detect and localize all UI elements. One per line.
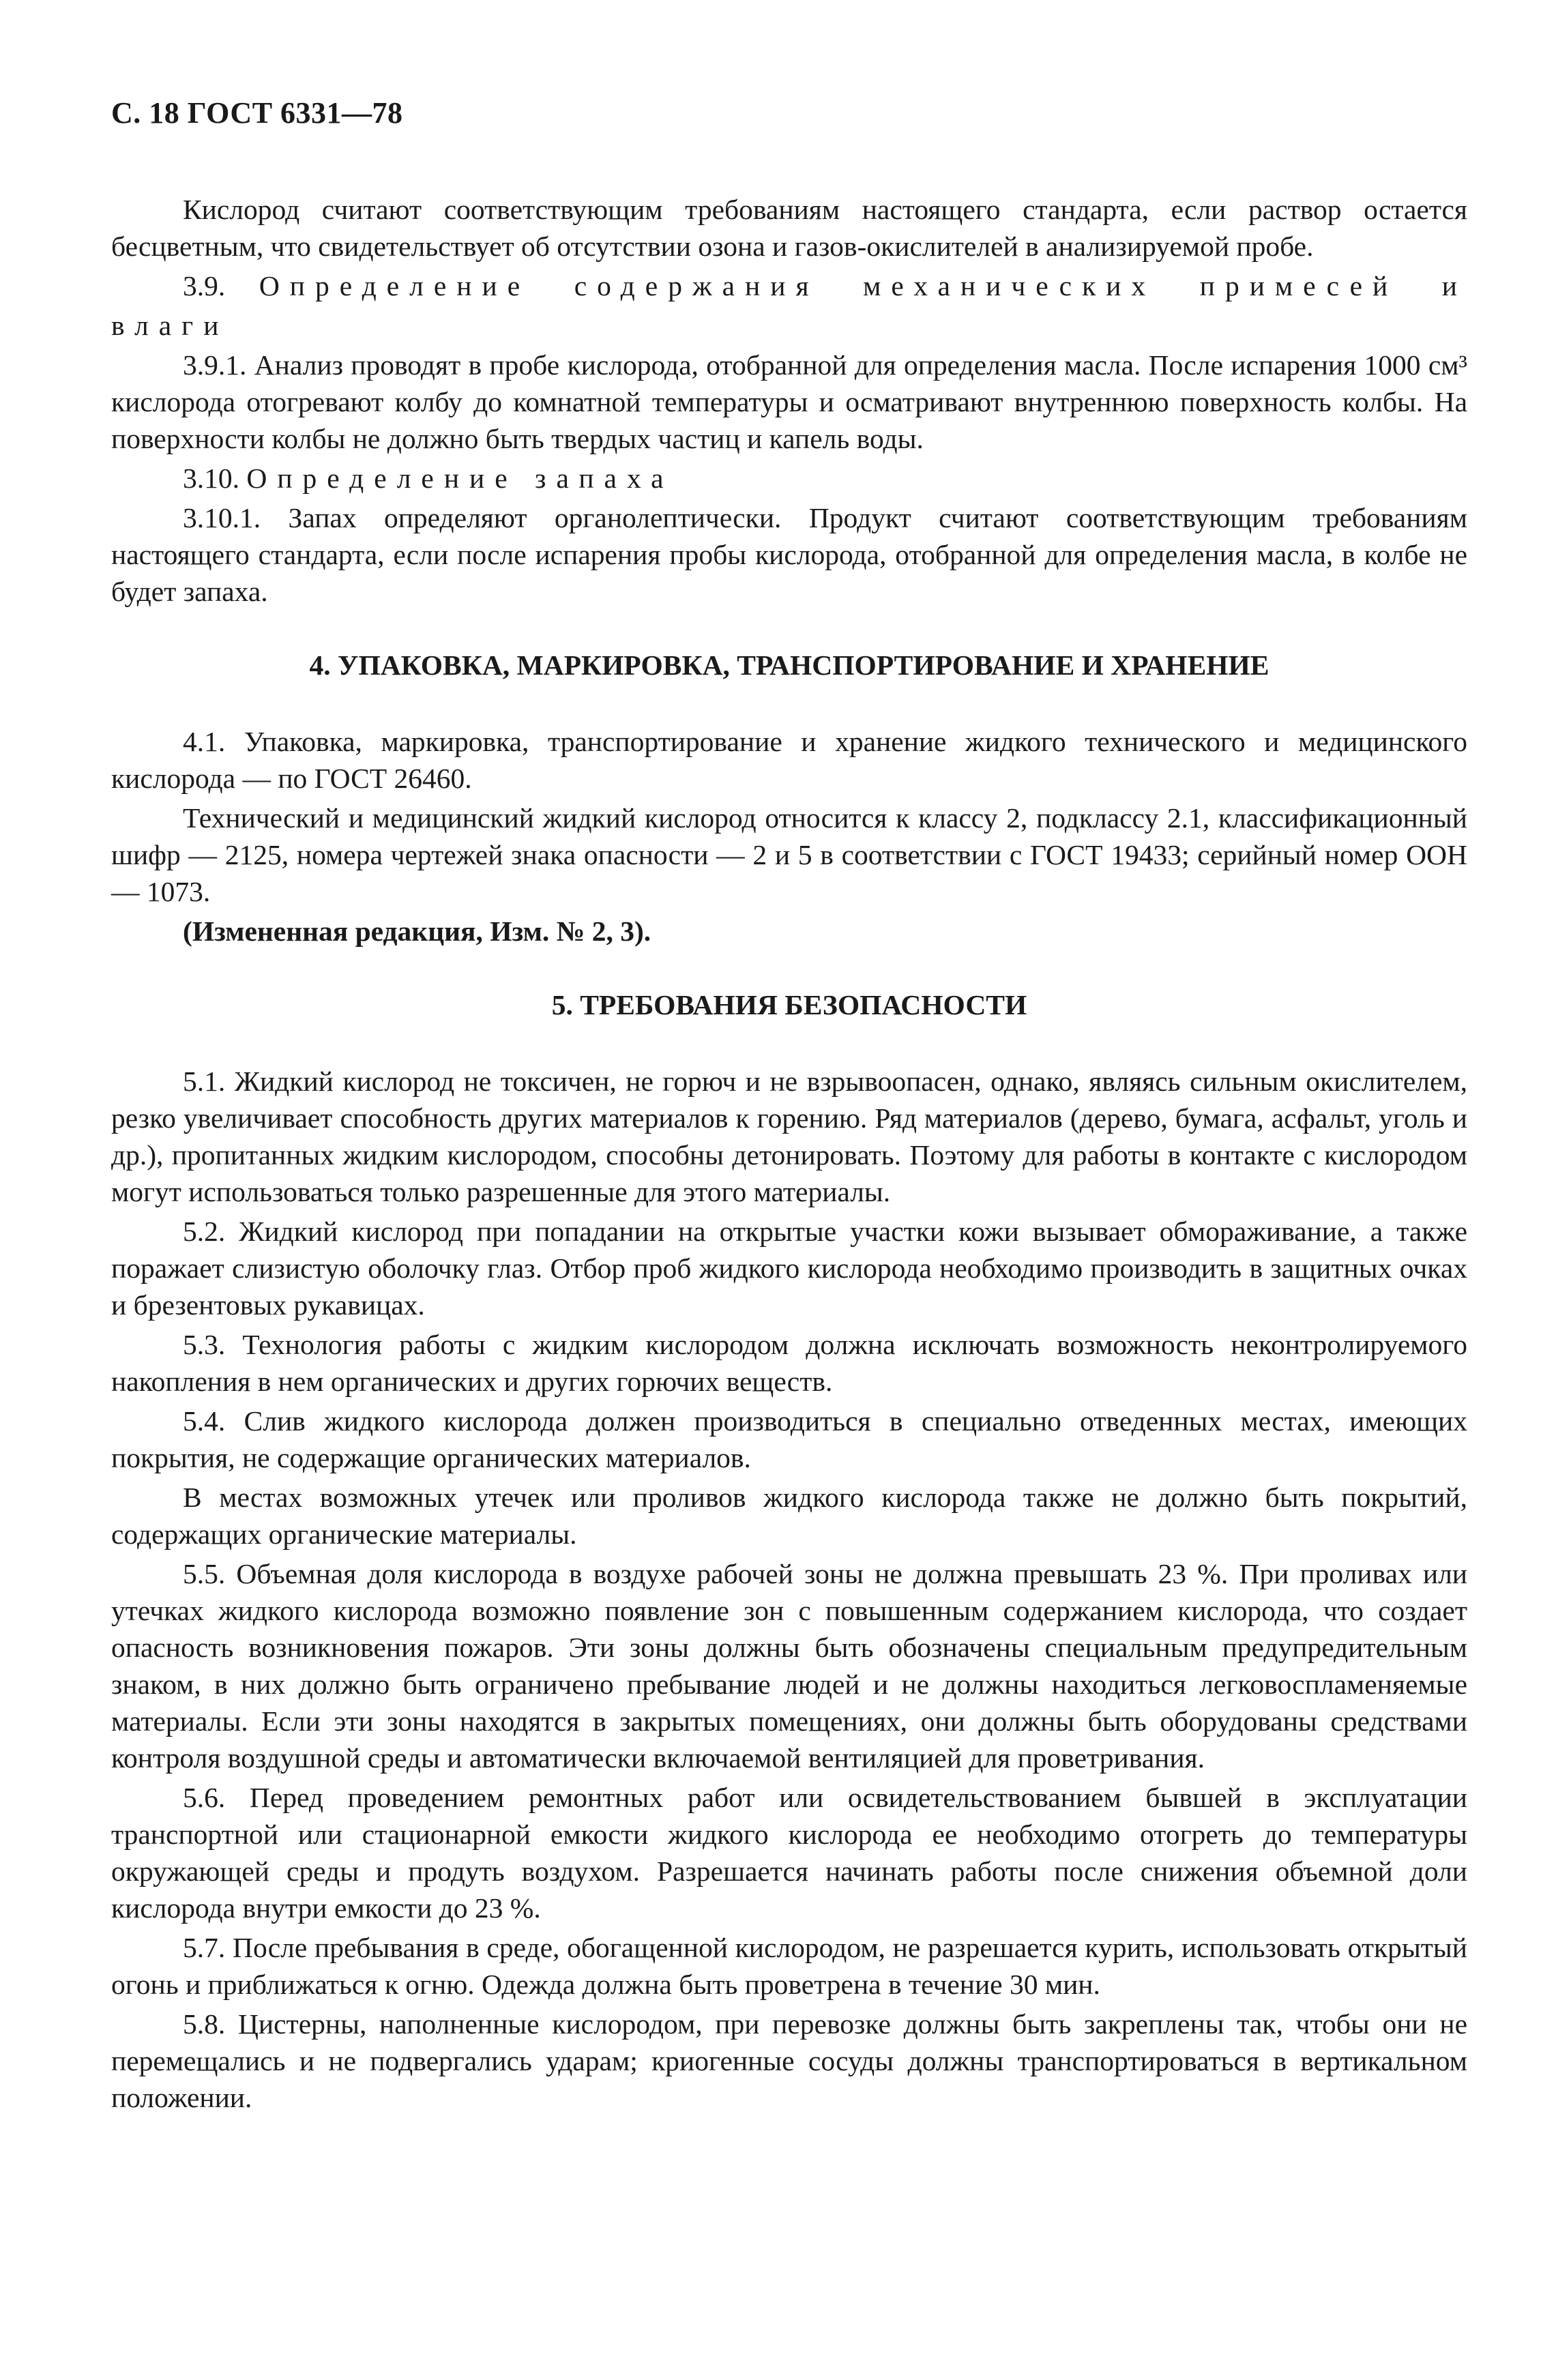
paragraph-5-4: 5.4. Слив жидкого кислорода должен производиться в специально отведенных местах, имеющих покрытия, не содержащие органических материалов. bbox=[111, 1405, 1467, 1473]
section-5-title: 5. ТРЕБОВАНИЯ БЕЗОПАСНОСТИ bbox=[551, 989, 1027, 1020]
page-header: С. 18 ГОСТ 6331—78 bbox=[111, 96, 403, 130]
paragraph-5-2: 5.2. Жидкий кислород при попадании на открытые участки кожи вызывает обмораживание, а также поражает слизистую оболочку глаз. Отбор проб жидкого кислорода необходимо производить в защитных очках и брезентовых рукавицах. bbox=[111, 1216, 1467, 1321]
section-3-10-title: Определение запаха bbox=[246, 462, 674, 494]
section-3-9-heading bbox=[111, 267, 1467, 304]
amendment-note: (Измененная редакция, Изм. № 2, 3). bbox=[183, 915, 651, 947]
paragraph-5-1: 5.1. Жидкий кислород не токсичен, не горюч и не взрывоопасен, однако, являясь сильным окислителем, резко увеличивает способность других материалов к горению. Ряд материалов (дерево, бумага, асфальт, уголь и др.), пропитанных жидким кислородом, способны детонировать. Поэтому для работы в контакте с кислородом могут использоваться только разрешенные для этого материалы. bbox=[111, 1066, 1467, 1207]
paragraph-5-5: 5.5. Объемная доля кислорода в воздухе рабочей зоны не должна превышать 23 %. При проливах или утечках жидкого кислорода возможно появление зон с повышенным содержанием кислорода, что создает опасность возникновения пожаров. Эти зоны должны быть обозначены специальным предупредительным знаком, в них должно быть ограничено пребывание людей и не должны находиться легковоспламеняемые материалы. Если эти зоны находятся в закрытых помещениях, они должны быть оборудованы средствами контроля воздушной среды и автоматически включаемой вентиляцией для проветривания. bbox=[111, 1558, 1467, 1774]
section-3-9-title-cont: влаги bbox=[111, 310, 229, 341]
paragraph-4-1: 4.1. Упаковка, маркировка, транспортирование и хранение жидкого технического и медицинского кислорода — по ГОСТ 26460. bbox=[111, 726, 1467, 794]
paragraph-5-8: 5.8. Цистерны, наполненные кислородом, при перевозке должны быть закреплены так, чтобы они не перемещались и не подвергались ударам; криогенные сосуды должны транспортироваться в вертикальном положении. bbox=[111, 2008, 1467, 2113]
paragraph-intro: Кислород считают соответствующим требованиям настоящего стандарта, если раствор остается бесцветным, что свидетельствует об отсутствии озона и газов-окислителей в анализируемой пробе. bbox=[111, 194, 1467, 262]
section-3-9-title: Определение содержания механических примесей и bbox=[259, 270, 1467, 302]
document-page bbox=[111, 94, 1467, 2119]
section-3-9-number: 3.9. bbox=[183, 270, 226, 302]
paragraph-5-4-b: В местах возможных утечек или проливов жидкого кислорода также не должно быть покрытий, содержащих органические материалы. bbox=[111, 1482, 1467, 1550]
paragraph-5-3: 5.3. Технология работы с жидким кислородом должна исключать возможность неконтролируемого накопления в нем органических и других горючих веществ. bbox=[111, 1329, 1467, 1397]
paragraph-5-7: 5.7. После пребывания в среде, обогащенной кислородом, не разрешается курить, использовать открытый огонь и приближаться к огню. Одежда должна быть проветрена в течение 30 мин. bbox=[111, 1932, 1467, 2000]
paragraph-5-6: 5.6. Перед проведением ремонтных работ или освидетельствованием бывшей в эксплуатации транспортной или стационарной емкости жидкого кислорода ее необходимо отогреть до температуры окружающей среды и продуть воздухом. Разрешается начинать работы после снижения объемной доли кислорода внутри емкости до 23 %. bbox=[111, 1782, 1467, 1924]
section-3-10-number: 3.10. bbox=[183, 462, 239, 494]
section-3-10-heading bbox=[111, 460, 1467, 497]
section-4-title: 4. УПАКОВКА, МАРКИРОВКА, ТРАНСПОРТИРОВАНИЕ И ХРАНЕНИЕ bbox=[309, 649, 1269, 681]
paragraph-3-9-1: 3.9.1. Анализ проводят в пробе кислорода, отобранной для определения масла. После испарения 1000 см³ кислорода отогревают колбу до комнатной температуры и осматривают внутреннюю поверхность колбы. На поверхности колбы не должно быть твердых частиц и капель воды. bbox=[111, 349, 1467, 454]
paragraph-3-10-1: 3.10.1. Запах определяют органолептически. Продукт считают соответствующим требованиям настоящего стандарта, если после испарения пробы кислорода, отобранной для определения масла, в колбе не будет запаха. bbox=[111, 502, 1467, 607]
paragraph-4-1-b: Технический и медицинский жидкий кислород относится к классу 2, подклассу 2.1, классификационный шифр — 2125, номера чертежей знака опасности — 2 и 5 в соответствии с ГОСТ 19433; серийный номер ООН — 1073. bbox=[111, 802, 1467, 907]
